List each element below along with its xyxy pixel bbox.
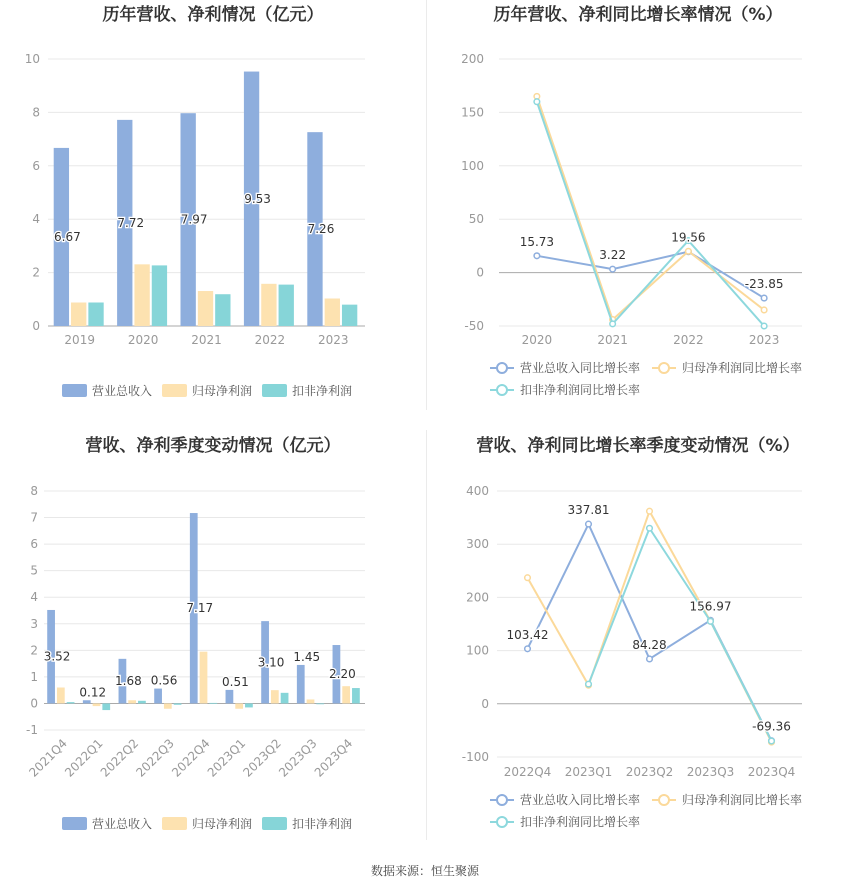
series-line-1 — [528, 511, 772, 742]
quarter-line-chart — [462, 435, 802, 829]
series-point-2 — [708, 619, 714, 625]
divider-bottom-vertical — [426, 430, 427, 840]
data-label: 156.97 — [689, 599, 732, 614]
x-category-label: 2021 — [191, 333, 222, 347]
bar-annual-bar-s1 — [134, 264, 149, 326]
legend-marker — [659, 795, 669, 805]
series-line-2 — [589, 528, 772, 741]
x-category-label: 2023Q2 — [240, 736, 284, 780]
legend-entry: 归母净利润 — [192, 384, 253, 398]
bar-annual-bar-s1 — [71, 303, 86, 326]
y-tick-label: 2 — [30, 643, 38, 658]
x-category-label: 2022Q2 — [97, 736, 142, 780]
series-point-1 — [761, 307, 767, 313]
y-tick-label: -50 — [464, 319, 484, 333]
legend-entry: 营业总收入 — [92, 384, 153, 398]
chart-title: 历年营收、净利同比增长率情况（%） — [493, 5, 783, 25]
bar-quarter-bar-s2 — [352, 688, 360, 703]
series-point-2 — [647, 525, 653, 531]
series-line-0 — [528, 524, 772, 741]
data-label: 19.56 — [671, 230, 706, 245]
legend-entry: 扣非净利润同比增长率 — [520, 815, 641, 829]
legend-marker — [497, 363, 507, 373]
bar-quarter-bar-s1 — [128, 700, 136, 703]
bar-quarter-bar-s2 — [316, 703, 324, 704]
bar-annual-bar-s1 — [261, 284, 276, 326]
legend-entry: 扣非净利润同比增长率 — [520, 383, 641, 397]
bar-quarter-bar-s2 — [281, 693, 289, 704]
legend-entry: 扣非净利润 — [292, 817, 353, 831]
bar-quarter-bar-s0 — [226, 690, 234, 704]
y-tick-label: 3 — [30, 616, 38, 631]
chart-title: 营收、净利季度变动情况（亿元） — [85, 436, 341, 456]
series-point-0 — [610, 266, 616, 272]
y-tick-label: 200 — [461, 52, 484, 66]
series-point-2 — [769, 738, 775, 744]
legend-swatch — [262, 817, 287, 830]
legend-entry: 归母净利润 — [192, 817, 253, 831]
data-label: 7.72 — [117, 215, 145, 230]
x-category-label: 2022Q4 — [169, 736, 213, 780]
x-category-label: 2021Q4 — [26, 736, 70, 780]
y-tick-label: -1 — [26, 723, 38, 737]
data-label: 0.56 — [150, 673, 178, 688]
data-label: 7.97 — [180, 212, 208, 227]
legend-entry: 营业总收入同比增长率 — [520, 361, 641, 375]
y-tick-label: 8 — [32, 105, 40, 120]
y-tick-label: 0 — [481, 696, 489, 711]
series-point-2 — [534, 99, 540, 105]
bar-quarter-bar-s0 — [297, 665, 305, 704]
data-label: 2.20 — [329, 667, 356, 682]
data-label: 1.68 — [115, 674, 142, 689]
data-label: -23.85 — [744, 277, 784, 292]
data-label: -69.36 — [752, 719, 791, 734]
y-tick-label: 100 — [461, 158, 484, 173]
data-label: 0.12 — [79, 685, 107, 700]
bar-quarter-bar-s2 — [138, 701, 146, 704]
y-tick-label: 50 — [468, 212, 484, 227]
y-tick-label: 6 — [32, 158, 40, 173]
series-point-0 — [647, 656, 653, 662]
legend-swatch — [262, 384, 287, 397]
x-category-label: 2020 — [127, 333, 159, 347]
data-label: 84.28 — [632, 637, 667, 652]
series-point-2 — [610, 321, 616, 327]
x-category-label: 2023Q3 — [686, 765, 735, 779]
legend-swatch — [62, 817, 87, 830]
bar-quarter-bar-s1 — [271, 690, 279, 703]
y-tick-label: 8 — [30, 484, 38, 498]
bar-quarter-bar-s2 — [174, 703, 182, 704]
bar-quarter-bar-s2 — [102, 703, 110, 710]
series-line-0 — [537, 252, 764, 298]
bar-quarter-bar-s2 — [67, 702, 75, 703]
y-tick-label: 2 — [32, 265, 40, 280]
data-source-note: 数据来源：恒生聚源 — [370, 864, 479, 878]
legend-marker — [659, 363, 669, 373]
series-point-0 — [761, 295, 767, 301]
annual-line-chart — [461, 4, 802, 397]
y-tick-label: 7 — [30, 510, 38, 525]
data-label: 0.51 — [222, 674, 249, 689]
x-category-label: 2023Q4 — [747, 765, 796, 779]
x-category-label: 2023 — [748, 333, 780, 347]
x-category-label: 2023 — [318, 333, 349, 347]
bar-quarter-bar-s0 — [154, 689, 162, 704]
bar-annual-bar-s2 — [88, 303, 103, 326]
bar-annual-bar-s2 — [152, 265, 167, 326]
annual-bar-chart — [25, 4, 365, 398]
data-label: 15.73 — [519, 234, 555, 249]
bar-quarter-bar-s0 — [83, 700, 91, 703]
x-category-label: 2022 — [673, 333, 704, 347]
legend-entry: 归母净利润同比增长率 — [682, 793, 803, 807]
y-tick-label: 0 — [476, 265, 484, 280]
y-tick-label: 4 — [30, 590, 38, 605]
divider-top-vertical — [426, 0, 427, 410]
bar-quarter-bar-s1 — [235, 703, 243, 708]
y-tick-label: 0 — [30, 696, 38, 711]
x-category-label: 2021 — [597, 333, 628, 347]
bar-annual-bar-s2 — [279, 285, 294, 326]
series-point-0 — [586, 521, 592, 527]
y-tick-label: 200 — [466, 590, 489, 605]
legend-entry: 营业总收入同比增长率 — [520, 793, 641, 807]
data-label: 3.52 — [43, 649, 71, 664]
data-label: 103.42 — [506, 627, 549, 642]
y-tick-label: 400 — [466, 484, 489, 498]
legend-swatch — [62, 384, 87, 397]
data-label: 3.10 — [257, 655, 285, 670]
data-label: 1.45 — [293, 649, 321, 664]
x-category-label: 2020 — [521, 333, 553, 347]
x-category-label: 2019 — [64, 333, 95, 347]
legend-marker — [497, 385, 507, 395]
bar-quarter-bar-s1 — [342, 686, 350, 703]
x-category-label: 2023Q1 — [564, 765, 613, 779]
data-label: 9.53 — [244, 191, 271, 206]
x-category-label: 2022Q4 — [503, 765, 552, 779]
chart-title: 营收、净利同比增长率季度变动情况（%） — [476, 436, 800, 456]
series-point-0 — [525, 646, 531, 652]
x-category-label: 2023Q3 — [276, 736, 320, 780]
y-tick-label: 4 — [32, 212, 40, 227]
y-tick-label: 5 — [30, 563, 38, 578]
series-line-2 — [537, 102, 764, 326]
legend-swatch — [162, 817, 187, 830]
bar-annual-bar-s2 — [342, 305, 357, 326]
x-category-label: 2022Q3 — [133, 736, 177, 780]
bar-annual-bar-s1 — [325, 298, 340, 326]
data-label: 337.81 — [567, 503, 610, 518]
chart-title: 历年营收、净利情况（亿元） — [102, 5, 324, 25]
series-point-1 — [525, 575, 531, 581]
bar-annual-bar-s1 — [198, 291, 213, 326]
series-point-0 — [534, 253, 540, 259]
legend-swatch — [162, 384, 187, 397]
y-tick-label: -100 — [461, 750, 489, 764]
series-point-1 — [647, 508, 653, 514]
data-label: 6.67 — [54, 229, 81, 244]
bar-quarter-bar-s1 — [200, 652, 208, 704]
series-point-2 — [586, 681, 592, 687]
y-tick-label: 100 — [466, 643, 489, 658]
x-category-label: 2023Q2 — [625, 765, 674, 779]
bar-quarter-bar-s1 — [93, 703, 101, 706]
data-label: 3.22 — [599, 248, 626, 263]
quarter-bar-chart — [26, 435, 365, 831]
x-category-label: 2023Q1 — [204, 736, 249, 780]
x-category-label: 2022Q1 — [62, 736, 106, 780]
y-tick-label: 150 — [461, 105, 484, 120]
x-category-label: 2022 — [254, 333, 286, 347]
x-category-label: 2023Q4 — [311, 736, 356, 780]
series-point-2 — [761, 323, 767, 329]
bar-quarter-bar-s1 — [164, 703, 172, 708]
legend-entry: 营业总收入 — [92, 817, 153, 831]
bar-quarter-bar-s1 — [57, 688, 65, 704]
y-tick-label: 10 — [24, 52, 40, 66]
y-tick-label: 300 — [466, 537, 489, 552]
bar-quarter-bar-s2 — [209, 703, 217, 704]
y-tick-label: 0 — [32, 319, 40, 333]
legend-entry: 归母净利润同比增长率 — [682, 361, 803, 375]
bar-quarter-bar-s1 — [307, 699, 315, 703]
y-tick-label: 1 — [30, 669, 38, 684]
legend-marker — [497, 795, 507, 805]
legend-entry: 扣非净利润 — [292, 384, 353, 398]
series-point-1 — [686, 248, 692, 254]
bar-quarter-bar-s2 — [245, 703, 253, 707]
data-label: 7.26 — [307, 222, 335, 237]
legend-marker — [497, 817, 507, 827]
data-label: 7.17 — [186, 601, 214, 616]
y-tick-label: 6 — [30, 537, 38, 552]
bar-annual-bar-s2 — [215, 294, 230, 326]
